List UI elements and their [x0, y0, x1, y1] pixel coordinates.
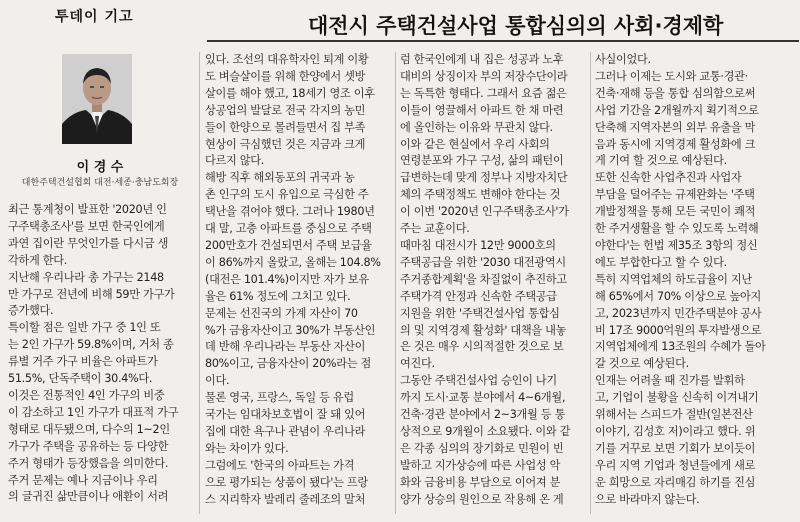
column-divider	[590, 52, 591, 514]
author-portrait-icon	[62, 54, 132, 144]
column-4	[595, 52, 793, 508]
column-3	[400, 52, 586, 508]
column-1	[8, 202, 194, 506]
column-2-text: 있다. 조선의 대유학자인 퇴계 이황 도 벼슬살이를 위해 한양에서 셋방 살이를 해야 했고, 18세기 영조 이후 상공업의 발달로 전국 각지의 농민 들이 한양으로 몰려들면서 집 부족 현상이 극심했던 것은 지금과 크게 다르지 않다. 해방 직후 해외동포의 귀국과 농 촌 인구의 도시 유입으로 극심한 주 택난을 겪어야 했다. 그러나 1980년 대 말, 고층 아파트를 중심으로 주택 200만호가 건설되면서 주택 보급율 이 86%까지 올랐고, 올해는 104.8% (대전은 101.4%)이지만 자가 보유 율은 61% 정도에 그치고 있다. 문제는 선진국의 가계 자산이 70 %가 금융자산이고 30%가 부동산인 데 반해 우리나라는 부동산 자산이 80%이고, 금융자산이 20%라는 점 이다. 물론 영국, 프랑스, 독일 등 유럽 국가는 임대차보호법이 잘 돼 있어 집에 대한 욕구나 관념이 우리나라 와는 차이가 있다. 그럼에도 '한국의 아파트는 가격 으로 평가되는 상품이 됐다'는 프랑 스 지리학자 발레리 줄레조의 말처	[205, 53, 381, 506]
author-name: 이 경 수	[76, 160, 124, 175]
author-photo	[62, 54, 132, 144]
column-3-text: 럼 한국인에게 내 집은 성공과 노후 대비의 상징이자 부의 저장수단이라 는 독특한 형태다. 그래서 요즘 젊은 이들이 영끌해서 아파트 한 채 마련 에 올인하는 이유와 무관치 않다. 이와 같은 현실에서 우리 사회의 연령분포와 가구 구성, 삶의 패턴이 급변하는데 맞게 정부나 지방자치단 체의 주택정책도 변해야 한다는 것 이 이번 '2020년 인구주택총조사'가 주는 교훈이다. 때마침 대전시가 12만 9000호의 주택공급을 위한 '2030 대전광역시 주거종합계획'을 차질없이 추진하고 주택가격 안정과 신속한 주택공급 지원을 위한 '주택건설사업 통합심 의 및 지역경제 활성화' 대책을 내놓 은 것은 매우 시의적절한 것으로 보 여진다. 그동안 주택건설사업 승인이 나기 까지 도시·교통 분야에서 4~6개월, 건축·경관 분야에서 2~3개월 등 통 상적으로 9개월이 소요됐다. 이와 같 은 각종 심의의 장기화로 민원이 빈 발하고 지가상승에 따른 사업성 악 화와 금융비용 부담으로 이어져 분 양가 상승의 원인으로 작용해 온 게	[400, 53, 571, 506]
author-affiliation: 대한주택건설협회 대전·세종·충남도회장	[21, 178, 179, 188]
column-1-text: 최근 통계청이 발표한 '2020년 인 구주택총조사'를 보면 한국인에게 과연 집이란 무엇인가를 다시금 생 각하게 한다. 지난해 우리나라 총 가구는 2148 만 가구로 전년에 비해 59만 가구가 증가했다. 특이할 점은 일반 가구 중 1인 또 는 2인 가구가 59.8%이며, 거처 종 류별 거주 가구 비율은 아파트가 51.5%, 단독주택이 30.4%다. 이것은 전통적인 4인 가구의 비중 이 감소하고 1인 가구가 대표적 가구 형태로 대두됐으며, 다수의 1~2인 가구가 주택을 공유하는 등 다양한 주거 형태가 등장했음을 의미한다. 주거 문제는 예나 지금이나 우리 의 글귀진 삶만큼이나 애환이 서려	[8, 203, 179, 504]
column-divider	[199, 52, 200, 514]
column-divider	[395, 52, 396, 514]
column-4-text: 사실이었다. 그러나 이제는 도시와 교통·경관· 건축·재해 등을 통합 심의함으로써 사업 기간을 2개월까지 획기적으로 단축해 지역자본의 외부 유출을 막 음과 동시에 지역경제 활성화에 크 게 기여 할 것으로 예상된다. 또한 신속한 사업추진과 사업자 부담을 덜어주는 규제완화는 '주택 개발정책을 통해 모든 국민이 쾌적 한 주거생활을 할 수 있도록 노력해 야한다'는 헌법 제35조 3항의 정신 에도 부합한다고 할 수 있다. 특히 지역업체의 하도급율이 지난 해 65%에서 70% 이상으로 높아지 고, 2023년까지 민간주택분야 공사 비 17조 9000억원의 투자발생으로 지역업체에게 13조원의 수혜가 돌아 갈 것으로 예상된다. 인재는 어려울 때 진가를 발휘하 고, 기업이 불황을 신속히 이겨내기 위해서는 스피드가 절반(일본전산 이야기, 김성호 저)이라고 했다. 위 기를 거꾸로 보면 기회가 보이듯이 우리 지역 기업과 청년들에게 새로 운 희망으로 자리매김 하기를 진심 으로 바라마지 않는다.	[595, 53, 766, 506]
section-kicker: 투데이 기고	[55, 9, 134, 25]
title-rule	[207, 40, 799, 42]
article-title: 대전시 주택건설사업 통합심의의 사회·경제학	[308, 14, 724, 38]
column-2	[205, 52, 391, 508]
